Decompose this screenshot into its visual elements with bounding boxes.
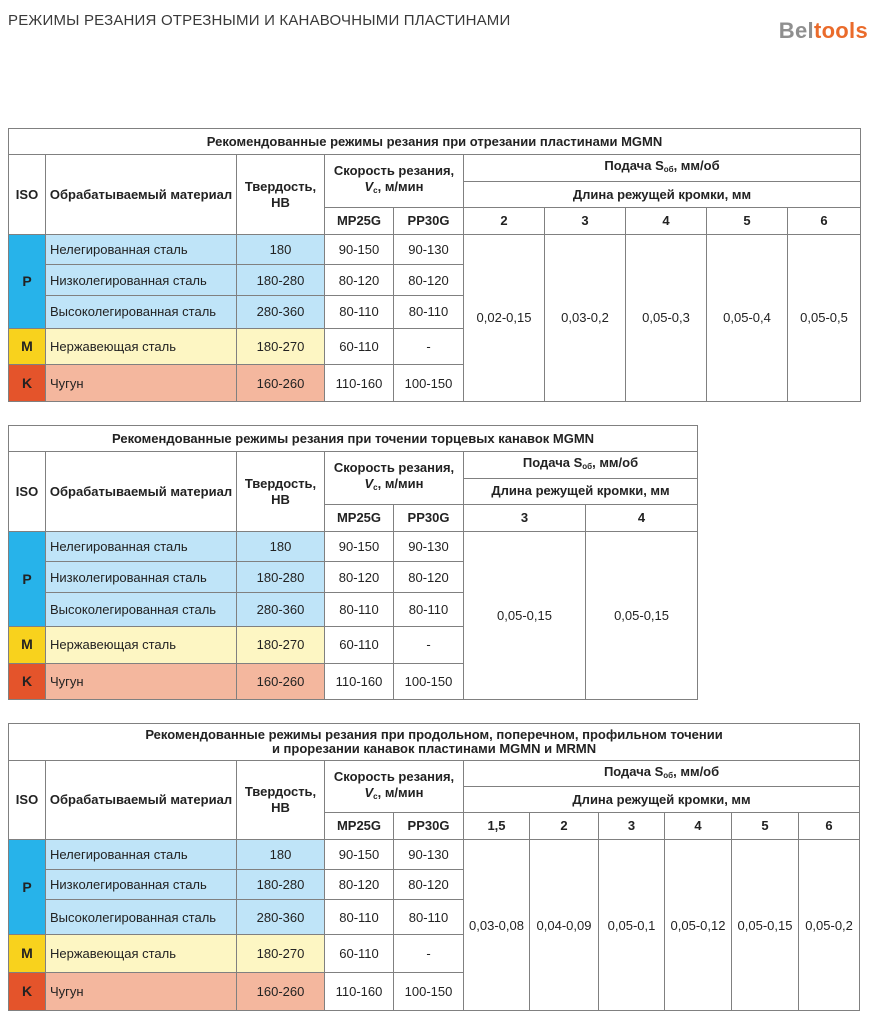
edge-length-header: Длина режущей кромки, мм <box>464 181 861 207</box>
material-cell: Низколегированная сталь <box>46 870 237 900</box>
speed-cell: 80-120 <box>394 265 464 296</box>
iso-k-cell: K <box>9 663 46 699</box>
speed-cell: 80-120 <box>394 870 464 900</box>
table-caption: Рекомендованные режимы резания при продольном, поперечном, профильном точении и прорезании канавок пластинами MGMN и MRMN <box>9 724 860 761</box>
edge-length-header: Длина режущей кромки, мм <box>464 478 698 504</box>
material-cell: Высоколегированная сталь <box>46 296 237 329</box>
edge-length: 3 <box>464 504 586 531</box>
iso-m-cell: M <box>9 627 46 663</box>
feed-header: Подача $S_{об}$, мм/об <box>464 155 861 181</box>
hardness-cell: 160-260 <box>237 365 325 402</box>
speed-cell: 80-120 <box>325 562 394 592</box>
hardness-cell: 180-280 <box>237 562 325 592</box>
material-cell: Нелегированная сталь <box>46 532 237 562</box>
material-cell: Нелегированная сталь <box>46 840 237 870</box>
speed-cell: 60-110 <box>325 627 394 663</box>
edge-length: 2 <box>464 208 545 234</box>
edge-length: 5 <box>707 208 788 234</box>
hardness-header: Твердость, НВ <box>237 155 325 234</box>
edge-length: 3 <box>545 208 626 234</box>
speed-cell: 110-160 <box>325 365 394 402</box>
edge-length: 6 <box>788 208 861 234</box>
table-caption: Рекомендованные режимы резания при отрезании пластинами MGMN <box>9 129 861 155</box>
speed-header: Скорость резания, $V_c$, м/мин <box>325 155 464 208</box>
hardness-cell: 180 <box>237 234 325 265</box>
hardness-header: Твердость, НВ <box>237 452 325 532</box>
speed-cell: 90-130 <box>394 532 464 562</box>
face-groove-table <box>8 425 698 700</box>
edge-length: 6 <box>799 813 860 840</box>
feed-cell: 0,05-0,1 <box>599 840 665 1011</box>
material-cell: Нелегированная сталь <box>46 234 237 265</box>
iso-p-cell: P <box>9 840 46 935</box>
iso-header: ISO <box>9 761 46 840</box>
speed-cell: 90-150 <box>325 532 394 562</box>
speed-header: Скорость резания, $V_c$, м/мин <box>325 452 464 505</box>
speed-cell: 100-150 <box>394 663 464 699</box>
edge-length: 5 <box>732 813 799 840</box>
hardness-cell: 180-270 <box>237 328 325 365</box>
feed-cell: 0,04-0,09 <box>530 840 599 1011</box>
speed-cell: 90-150 <box>325 234 394 265</box>
speed-cell: 90-150 <box>325 840 394 870</box>
hardness-cell: 160-260 <box>237 973 325 1011</box>
feed-cell: 0,05-0,15 <box>586 532 698 700</box>
grade-pp30g: PP30G <box>394 504 464 531</box>
turning-table <box>8 723 860 1011</box>
grade-mp25g: MP25G <box>325 208 394 234</box>
material-cell: Нержавеющая сталь <box>46 627 237 663</box>
table-caption: Рекомендованные режимы резания при точении торцевых канавок MGMN <box>9 426 698 452</box>
hardness-cell: 280-360 <box>237 296 325 329</box>
feed-cell: 0,03-0,08 <box>464 840 530 1011</box>
speed-cell: 80-120 <box>325 265 394 296</box>
speed-cell: - <box>394 627 464 663</box>
speed-cell: 80-110 <box>394 900 464 935</box>
iso-m-cell: M <box>9 328 46 365</box>
feed-cell: 0,02-0,15 <box>464 234 545 401</box>
speed-cell: 100-150 <box>394 365 464 402</box>
hardness-cell: 280-360 <box>237 592 325 626</box>
iso-header: ISO <box>9 155 46 234</box>
speed-cell: 110-160 <box>325 973 394 1011</box>
material-header: Обрабатываемый материал <box>46 452 237 532</box>
feed-cell: 0,03-0,2 <box>545 234 626 401</box>
grade-mp25g: MP25G <box>325 813 394 840</box>
edge-length: 4 <box>626 208 707 234</box>
feed-cell: 0,05-0,12 <box>665 840 732 1011</box>
speed-cell: 60-110 <box>325 935 394 973</box>
iso-p-cell: P <box>9 532 46 627</box>
hardness-cell: 180-270 <box>237 627 325 663</box>
edge-length: 3 <box>599 813 665 840</box>
hardness-cell: 280-360 <box>237 900 325 935</box>
speed-cell: - <box>394 328 464 365</box>
edge-length: 4 <box>586 504 698 531</box>
grade-mp25g: MP25G <box>325 504 394 531</box>
speed-cell: - <box>394 935 464 973</box>
page-title: РЕЖИМЫ РЕЗАНИЯ ОТРЕЗНЫМИ И КАНАВОЧНЫМИ ПЛАСТИНАМИ <box>8 12 511 29</box>
material-cell: Чугун <box>46 973 237 1011</box>
grade-pp30g: PP30G <box>394 813 464 840</box>
feed-cell: 0,05-0,2 <box>799 840 860 1011</box>
speed-cell: 80-120 <box>394 562 464 592</box>
feed-cell: 0,05-0,3 <box>626 234 707 401</box>
material-cell: Низколегированная сталь <box>46 562 237 592</box>
speed-header: Скорость резания, $V_c$, м/мин <box>325 761 464 813</box>
grade-pp30g: PP30G <box>394 208 464 234</box>
speed-cell: 80-110 <box>394 296 464 329</box>
material-header: Обрабатываемый материал <box>46 155 237 234</box>
iso-m-cell: M <box>9 935 46 973</box>
speed-cell: 80-120 <box>325 870 394 900</box>
edge-length-header: Длина режущей кромки, мм <box>464 787 860 813</box>
iso-header: ISO <box>9 452 46 532</box>
feed-header: Подача $S_{об}$, мм/об <box>464 761 860 787</box>
hardness-cell: 180 <box>237 840 325 870</box>
hardness-cell: 160-260 <box>237 663 325 699</box>
hardness-cell: 180-280 <box>237 265 325 296</box>
material-cell: Высоколегированная сталь <box>46 592 237 626</box>
iso-k-cell: K <box>9 973 46 1011</box>
speed-cell: 80-110 <box>325 296 394 329</box>
speed-cell: 80-110 <box>325 592 394 626</box>
material-cell: Высоколегированная сталь <box>46 900 237 935</box>
hardness-cell: 180-270 <box>237 935 325 973</box>
edge-length: 4 <box>665 813 732 840</box>
speed-cell: 100-150 <box>394 973 464 1011</box>
material-cell: Низколегированная сталь <box>46 265 237 296</box>
hardness-cell: 180-280 <box>237 870 325 900</box>
speed-cell: 80-110 <box>325 900 394 935</box>
material-cell: Нержавеющая сталь <box>46 328 237 365</box>
hardness-cell: 180 <box>237 532 325 562</box>
hardness-header: Твердость, НВ <box>237 761 325 840</box>
iso-k-cell: K <box>9 365 46 402</box>
edge-length: 2 <box>530 813 599 840</box>
feed-header: Подача $S_{об}$, мм/об <box>464 452 698 478</box>
feed-cell: 0,05-0,5 <box>788 234 861 401</box>
feed-cell: 0,05-0,15 <box>464 532 586 700</box>
edge-length: 1,5 <box>464 813 530 840</box>
speed-cell: 60-110 <box>325 328 394 365</box>
speed-cell: 90-130 <box>394 234 464 265</box>
speed-cell: 90-130 <box>394 840 464 870</box>
material-header: Обрабатываемый материал <box>46 761 237 840</box>
brand-logo: Beltools <box>778 18 868 43</box>
feed-cell: 0,05-0,4 <box>707 234 788 401</box>
material-cell: Чугун <box>46 365 237 402</box>
cutoff-table <box>8 128 861 402</box>
material-cell: Нержавеющая сталь <box>46 935 237 973</box>
material-cell: Чугун <box>46 663 237 699</box>
speed-cell: 80-110 <box>394 592 464 626</box>
feed-cell: 0,05-0,15 <box>732 840 799 1011</box>
iso-p-cell: P <box>9 234 46 328</box>
speed-cell: 110-160 <box>325 663 394 699</box>
